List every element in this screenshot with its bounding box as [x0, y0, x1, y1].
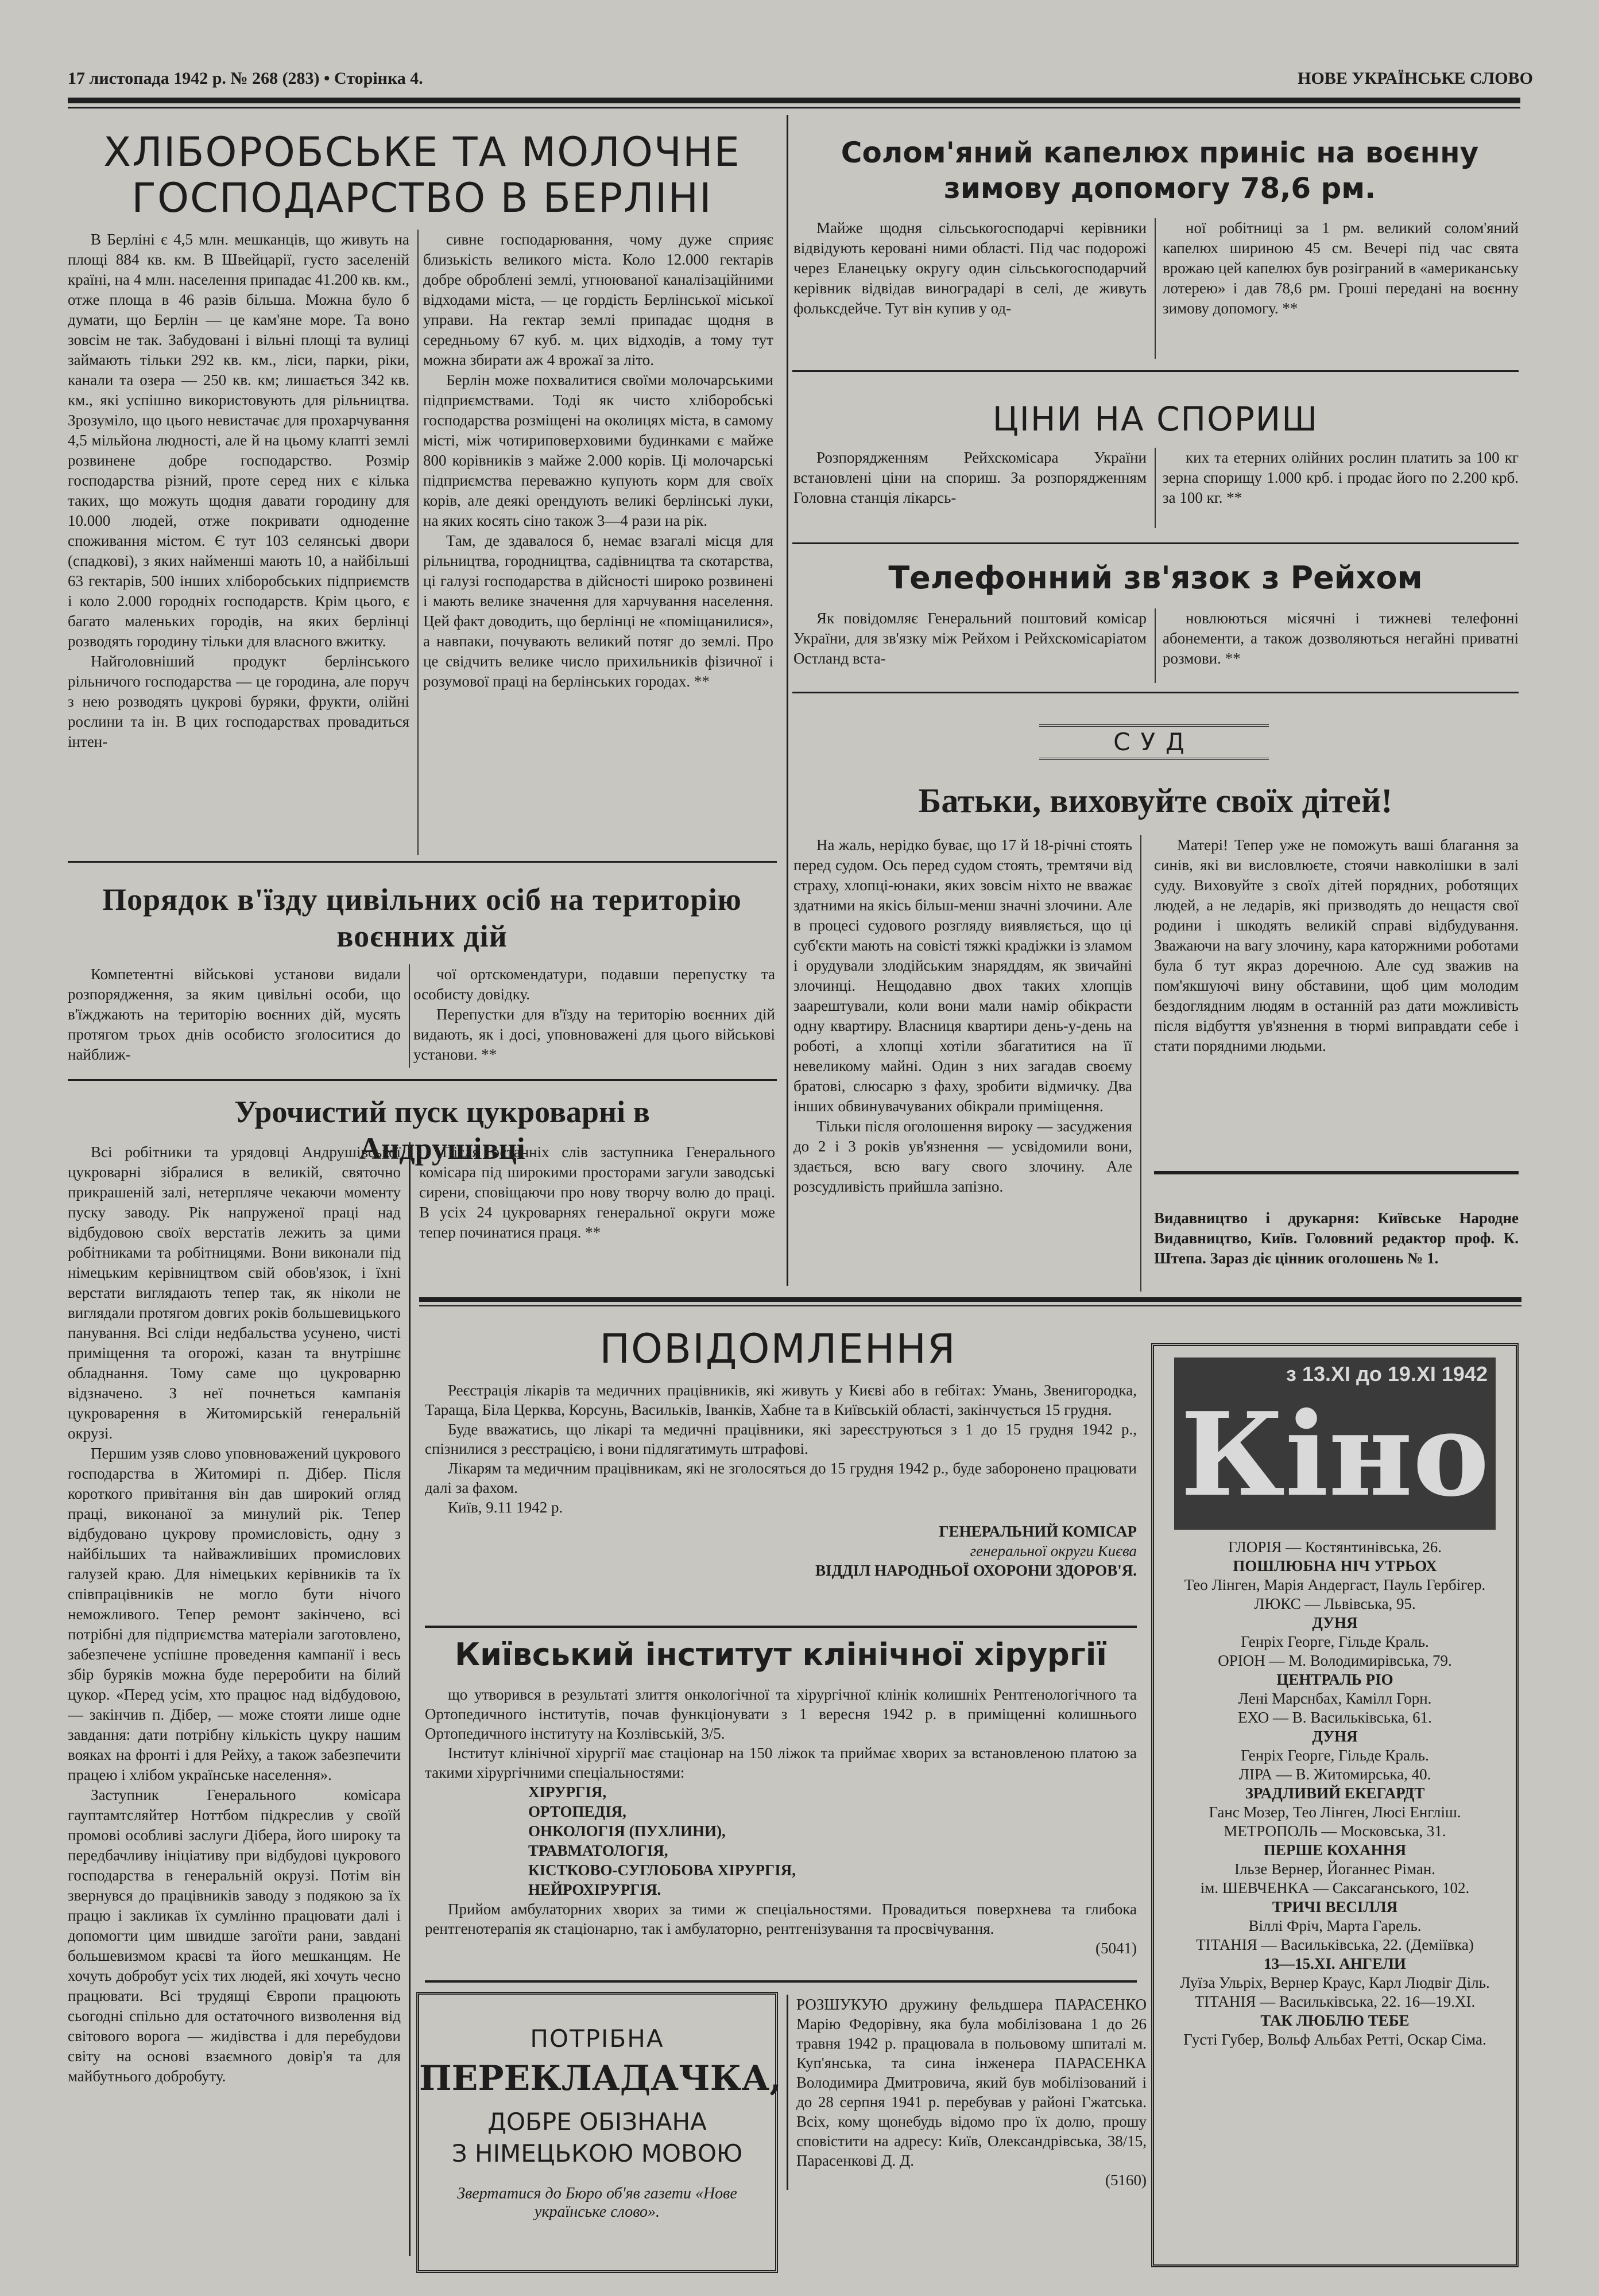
issue-date-page: 17 листопада 1942 р. № 268 (283) • Сторінка 4.	[68, 69, 423, 88]
masthead-name: НОВЕ УКРАЇНСЬКЕ СЛОВО	[1298, 69, 1533, 88]
institute-paragraph: що утворився в результаті злиття онкологічної та хірургічної клінік колишніх Рентгенологічного та Ортопедичного інститутів, почав функціонувати з 1 вересня 1942 р. в приміщенні колишнього Ортопедичного інституту на Козлівській, 3/5.	[425, 1686, 1137, 1742]
specialty-item: ХІРУРГІЯ,	[528, 1783, 607, 1801]
phone-column-1	[793, 608, 1156, 683]
cinema-venue: ЕХО — В. Васильківська, 61.	[1238, 1709, 1432, 1726]
cinema-listings	[1154, 1538, 1516, 2049]
cinema-cast: Ільзе Вернер, Йоганнес Ріман.	[1234, 1860, 1436, 1878]
berlin-paragraph: Найголовніший продукт берлінського рільничого господарства — це городина, але поруч з нею розводять цукрові буряки, фрукти, олійні рослини та ін. В цих господарствах провадиться інтен-	[68, 653, 409, 750]
prices-paragraph: Розпорядженням Рейхскомісара України встановлені ціни на спориш. За розпорядженням Головна станція лікарсь-	[793, 449, 1147, 506]
cinema-venue: МЕТРОПОЛЬ — Московська, 31.	[1224, 1822, 1446, 1840]
order-column-2	[413, 964, 775, 1068]
order-paragraph: чої ортскомендатури, подавши перепустку та особисту довідку.	[413, 965, 775, 1003]
berlin-paragraph: Там, де здавалося б, немає взагалі місця для рільництва, городництва, садівництва та скотарства, ці галузі господарства в дійсності широко розвинені і мають велике значення для харчування населення. Цей факт доводить, що берлінці не «поміщанилися», а навпаки, почувають великий потяг до землі. Про це свідчить велике число прихильників фізичної і розумової праці на берлінських городах. **	[423, 532, 773, 690]
straw-headline: Солом'яний капелюх приніс на воєнну зимову допомогу 78,6 рм.	[841, 136, 1479, 205]
court-paragraph: Матері! Тепер уже не поможуть ваші благання за синів, які ви висловлюєте, стоячи навколішки в залі суду. Виховуйте з своїх дітей порядних, роботящих людей, а не ледарів, які призводять до нещастя свої родини і шкодять великій справі відбудування. Зважаючи на вагу злочину, кара каторжними роботами була б тут якраз доречною. Але суд зважив на пом'якшуючі вину обставини, щоб цим молодим бездоглядним людям в останній раз дати можливість після відбуття ув'язнення в тюрмі виправдати себе і стати порядними людьми.	[1154, 836, 1519, 1054]
header-rule-thin	[68, 107, 1520, 108]
notice-sig-line1: ГЕНЕРАЛЬНИЙ КОМІСАР	[939, 1523, 1137, 1540]
cinema-film-title: ЦЕНТРАЛЬ РІО	[1276, 1671, 1393, 1688]
translator-line2: ПЕРЕКЛАДАЧКА,	[419, 2058, 782, 2099]
straw-column-1	[793, 218, 1156, 359]
phone-end-rule	[792, 692, 1519, 693]
lower-section-rule	[419, 1297, 1521, 1302]
prices-paragraph: ких та етерних олійних рослин платить за 100 кг зерна спорищу 1.000 крб. і продає його по 2.200 крб. за 100 кг. **	[1163, 449, 1519, 506]
lower-section-rule-thin	[419, 1305, 1521, 1306]
cinema-box	[1151, 1343, 1519, 2267]
court-column-2	[1154, 835, 1519, 1157]
order-headline-line1: Порядок в'їзду цивільних осіб на територію	[102, 882, 742, 917]
translator-line1: ПОТРІБНА	[530, 2024, 664, 2053]
court-headline: Батьки, виховуйте своїх дітей!	[918, 782, 1393, 820]
cinema-venue: ЛЮКС — Львівська, 95.	[1254, 1595, 1416, 1612]
sugar-paragraph: Заступник Генерального комісара гауптамтсляйтер Ноттбом підкреслив у своїй промові особливі заслуги Дібера, його широку та передбачливу ініціативу при відбудові цукрового господарства в генеральній окрузі. Потім він звернувся до працівників заводу з подякою за їх працю і закликав їх сумлінно працювати далі і допомогти цим швидше загоїти рани, завдані большевизмом краєві та його мешканцям. Не хочуть добробут усіх тих людей, які хочуть чесно працювати. Всі трудящі Європи працюють сьогодні спільно для остаточного визволення від світового ворога — жидівства і для перебудови світу на основі взаємного довір'я та для майбутнього добробуту.	[68, 1786, 401, 2085]
institute-body	[425, 1685, 1137, 1958]
cinema-venue: ЛІРА — В. Житомирська, 40.	[1238, 1766, 1431, 1783]
order-headline	[57, 881, 787, 955]
notice-paragraph: Лікарям та медичним працівникам, які не зголосяться до 15 грудня 1942 р., буде заборонено працювати далі за фахом.	[425, 1460, 1137, 1496]
order-paragraph: Перепустки для в'їзду на територію воєнних дій видають, як і досі, уповноважені для цього військові установи. **	[413, 1006, 775, 1063]
cinema-title: Кіно	[1180, 1387, 1489, 1522]
straw-paragraph: Майже щодня сільськогосподарчі керівники відвідують керовані ними області. Під час подорожі через Еланецьку округу один сільськогосподарчий керівник відвідав виноградарі в селі, де живуть фольксдейче. Тут він купив у од-	[793, 219, 1147, 317]
cinema-cast: Ганс Мозер, Тео Лінген, Люсі Енгліш.	[1209, 1804, 1461, 1821]
institute-paragraph: Інститут клінічної хірургії має стаціонар на 150 ліжок та приймає хворих за встановленою платою за такими хірургічними спеціальностями:	[425, 1744, 1137, 1781]
court-paragraph: Тільки після оголошення вироку — засуджения до 2 і 3 років ув'язнення — усвідомили вони, здається, всю вагу свого злочину. Але розсудливість прийшла запізно.	[793, 1118, 1132, 1195]
cinema-venue: ОРІОН — М. Володимирівська, 79.	[1218, 1652, 1452, 1669]
specialty-item: ОРТОПЕДІЯ,	[528, 1803, 626, 1820]
sugar-column-1	[68, 1142, 411, 2256]
berlin-headline-line2: ГОСПОДАРСТВО В БЕРЛІНІ	[131, 174, 713, 222]
cinema-venue: ТІТАНІЯ — Васильківська, 22. 16—19.XI.	[1194, 1993, 1476, 2010]
cinema-cast: Луїза Ульріх, Вернер Краус, Карл Людвіг Діль.	[1180, 1974, 1490, 1991]
straw-paragraph: ної робітниці за 1 рм. великий солом'яний капелюх шириною 45 см. Вечері під час свята врожаю цей капелюх був розіграний в «американську лотерею» і дав 78,6 рм. Гроші передані на воєнну зимову допомогу. **	[1163, 219, 1519, 317]
prices-end-rule	[792, 542, 1519, 544]
translator-line4: З НІМЕЦЬКОЮ МОВОЮ	[451, 2139, 743, 2167]
notice-date: Київ, 9.11 1942 р.	[448, 1499, 563, 1516]
search-ad	[787, 1995, 1147, 2190]
notice-sig-line2: генеральної округи Києва	[970, 1542, 1137, 1560]
court-end-rule	[1154, 1171, 1519, 1174]
cinema-film-title: 13—15.XI. АНГЕЛИ	[1264, 1955, 1406, 1972]
court-column-1	[793, 835, 1141, 1292]
institute-headline: Київський інститут клінічної хірургії	[455, 1636, 1107, 1673]
cinema-film-title: ДУНЯ	[1312, 1614, 1358, 1631]
sugar-paragraph: Першим узяв слово уповноважений цукрового господарства в Житомирі п. Дібер. Після короткого привітання він дав широкий огляд праці, виконаної за минулий рік. Тепер відбудовано цукрову промисловість, одну з найбільших та найважливіших промислових галузей краю. Для німецьких керівників та їх співпрацівників не могло бути нічого неможливого. Тепер ремонт закінчено, всі потрібні для підприємства матеріали заготовлено, забезпечене успішне проведення кампанії і весь збір буряків можна буде переробити на білий цукор. «Перед усім, хто працює над відбудовою, — закінчив п. Дібер, — може стояти лише одне завдання: дати потрібну кількість цукру нашим вояках на фронті і для Рейху, а також забезпечити працею і хлібом українське населення».	[68, 1445, 401, 1783]
prices-column-2	[1163, 448, 1519, 528]
sugar-paragraph: Всі робітники та урядовці Андрушівської цукроварні зібралися в великій, святочно прикрашеній залі, нетерпляче чекаючи моменту пуску заводу. Рік напруженої праці над відбудовою своїх верстатів лежить за цими робітниками та робітницями. Вони виконали під німецьким керівництвом свій обов'язок, і їхні верстати виглядають тепер так, як ніколи не виглядали протягом довгих років большевицького панування. Всі сліди недбальства усунено, чисті приміщення та огорожі, казан та внутрішнє обладнання. Тому саме що цукроварню відзначено. З неї почнеться кампанія цукроварення в Житомирській генеральній окрузі.	[68, 1143, 401, 1442]
straw-end-rule	[792, 370, 1519, 372]
cinema-cast: Генріх Георге, Гільде Краль.	[1241, 1633, 1429, 1650]
cinema-venue: ім. ШЕВЧЕНКА — Саксаганського, 102.	[1200, 1879, 1470, 1896]
cinema-banner	[1174, 1358, 1496, 1530]
cinema-film-title: ТРИЧІ ВЕСІЛЛЯ	[1272, 1898, 1398, 1915]
cinema-film-title: ЗРАДЛИВИЙ ЕКЕГАРДТ	[1245, 1785, 1425, 1802]
order-paragraph: Компетентні військові установи видали розпорядження, за яким цивільні особи, що в'їжджають на територію воєнних дій, мусять протягом трьох днів особисто зголоситися до найближ-	[68, 965, 401, 1063]
sugar-column-2	[419, 1142, 775, 1286]
phone-paragraph: новлюються місячні і тижневі телефонні абонементи, а також дозволяються негайні приватні розмови. **	[1163, 610, 1519, 667]
court-label-box	[1039, 724, 1269, 760]
specialty-item: ОНКОЛОГІЯ (ПУХЛИНИ),	[528, 1822, 726, 1840]
publisher-info	[1154, 1208, 1519, 1269]
cinema-cast: Віллі Фріч, Марта Гарель.	[1248, 1917, 1422, 1934]
berlin-headline	[69, 129, 775, 221]
berlin-paragraph: сивне господарювання, чому дуже сприяє близькість великого міста. Коло 12.000 гектарів добре оброблені землі, угноюваної каналізаційними відходами міста, — це гордість Берлінської міської управи. На гектар землі припадає щодня в середньому 67 куб. м. цих відходів, а тому тут можна збирати аж 4 врожаї за літо.	[423, 231, 773, 369]
header-rule	[68, 98, 1520, 103]
notice-end-rule	[425, 1626, 1137, 1628]
notice-sig-line3: ВІДДІЛ НАРОДНЬОЇ ОХОРОНИ ЗДОРОВ'Я.	[815, 1562, 1137, 1579]
cinema-film-title: ПОШЛЮБНА НІЧ УТРЬОХ	[1233, 1557, 1437, 1574]
cinema-dates: з 13.XI до 19.XI 1942	[1286, 1362, 1488, 1386]
specialty-item: КІСТКОВО-СУГЛОБОВА ХІРУРГІЯ,	[528, 1861, 796, 1879]
berlin-end-rule	[68, 861, 777, 863]
order-headline-line2: воєнних дій	[336, 919, 508, 953]
translator-line5: Звертатися до Бюро об'яв газети «Нове українське слово».	[457, 2185, 737, 2221]
order-end-rule	[68, 1079, 777, 1081]
search-ad-text: РОЗШУКУЮ дружину фельдшера ПАРАСЕНКО Марію Федорівну, яка була мобілізована 1 до 26 травня 1942 р. працювала в польовому шпиталі м. Куп'янська, та сина інженера ПАРАСЕНКА Володимира Дмитровича, який був мобілізований і до 28 серпня 1941 р. перебував у районі Гжатська. Всіх, кому щонебудь відомо про їх долю, прошу сповістити на адресу: Київ, Олександрівська, 38/15, Парасенкові Д. Д.	[796, 1996, 1147, 2169]
order-column-1	[68, 964, 410, 1068]
phone-headline: Телефонний зв'язок з Рейхом	[888, 560, 1423, 596]
prices-column-1	[793, 448, 1156, 528]
cinema-film-title: ТАК ЛЮБЛЮ ТЕБЕ	[1260, 2012, 1410, 2029]
institute-specialties	[528, 1782, 1137, 1899]
institute-code: (5041)	[1095, 1940, 1137, 1957]
translator-ad	[416, 1992, 782, 2273]
berlin-paragraph: Берлін може похвалитися своїми молочарськими підприємствами. Тоді як чисто хліборобські господарства розміщені на околицях міста, в самому місті, між чотириповерховими будинками є майже 800 корівників з майже 2.000 корів. Ці молочарські підприємства переважно купують корм для своїх корів, але деякі орендують великі берлінські луки, на яких косять сіно також 3—4 рази на рік.	[423, 371, 773, 529]
berlin-column-2	[423, 230, 773, 855]
sugar-paragraph: Після останніх слів заступника Генерального комісара під широкими просторами загули заводські сирени, сповіщаючи про нову творчу волю до праці. В усіх 24 цукроварнях генеральної округи може тепер починатися праця. **	[419, 1143, 775, 1241]
court-label: СУД	[1113, 728, 1195, 756]
institute-paragraph: Прийом амбулаторних хворих за тими ж спеціальностями. Провадиться поверхнева та глибока рентгенотерапія як стаціонарно, так і амбулаторно, рентгенізування та просвічування.	[425, 1901, 1137, 1937]
phone-column-2	[1163, 608, 1519, 683]
notice-headline: ПОВІДОМЛЕННЯ	[599, 1325, 957, 1372]
publisher-text: Видавництво і друкарня: Київське Народне Видавництво, Київ. Головний редактор проф. К. Штепа. Зараз діє цінник оголошень № 1.	[1154, 1209, 1519, 1267]
sugar-headline: Урочистий пуск цукроварні в Андрушівці	[234, 1095, 650, 1166]
prices-headline: ЦІНИ НА СПОРИШ	[992, 400, 1319, 439]
notice-body	[425, 1380, 1137, 1580]
cinema-cast: Генріх Георге, Гільде Краль.	[1241, 1747, 1429, 1764]
cinema-venue: ГЛОРІЯ — Костянтинівська, 26.	[1228, 1538, 1442, 1556]
court-paragraph: На жаль, нерідко буває, що 17 й 18-річні стоять перед судом. Ось перед судом стоять, тремтячи від страху, хлопці-юнаки, яких зовсім ніхто не вважає здатними на якісь більш-менш значні злочини. Але в процесі судового розгляду виявляється, що ці суб'єкти мають на совісті тяжкі крадіжки із зламом і орудували злодійським знаряддям, як звичайні злочинці. Нещодавно двох таких хлопців заарештували, коли вони мали намір обікрасти одну квартиру. Власниця квартири день-у-день на роботі, а хлопці хотіли збагатитися на її невеликому майні. Один з них загадав своєму братові, слюсарю з фаху, зробити відмичку. Два інших обвинувачуваних обікрали приміщення.	[793, 836, 1132, 1115]
berlin-headline-line1: ХЛІБОРОБСЬКЕ ТА МОЛОЧНЕ	[103, 129, 741, 176]
cinema-cast: Лені Марснбах, Камілл Горн.	[1238, 1690, 1432, 1707]
search-ad-code: (5160)	[1105, 2171, 1147, 2189]
specialty-item: ТРАВМАТОЛОГІЯ,	[528, 1842, 668, 1859]
notice-signature	[425, 1522, 1137, 1580]
notice-paragraph: Буде вважатись, що лікарі та медичні працівники, які зареєструються з 1 до 15 грудня 1942 р., спізнилися з реєстрацією, і вони підлягатимуть штрафові.	[425, 1421, 1137, 1457]
cinema-venue: ТІТАНІЯ — Васильківська, 22. (Деміївка)	[1196, 1936, 1474, 1953]
berlin-paragraph: В Берліні є 4,5 млн. мешканців, що живуть на площі 884 кв. км. В Швейцарії, густо заселеній країні, на 4 млн. населення припадає 41.200 кв. км., отже площа в 46 разів більша. Можна було б думати, що Берлін — це кам'яне море. Та воно зовсім не так. Забудовані і вільні площі та вулиці займають тільки 292 кв. км., ліси, парки, ріки, канали та озера — 250 кв. км; лишається 342 кв. км., які успішно використовують для рільництва. Зрозуміло, що цього невистачає для прохарчування 4,5 мільйона людності, але й на цьому клапті землі розвинене добре господарство. Розмір господарства різний, проте серед них є кілька таких, що можуть щодня давати городину для 10.000 людей, отже покривати одноденне споживання містом. Є тут 103 селянські двори (спадкові), з яких найменші мають 10, а найбільші 63 гектарів, 500 інших хліборобських підприємств і коло 2.000 городніх господарств. Крім цього, є багато маленьких городів, на яких берлінці розводять городину тільки для власного вжитку.	[68, 231, 409, 650]
cinema-film-title: ДУНЯ	[1312, 1728, 1358, 1745]
cinema-cast: Густі Губер, Вольф Альбах Ретті, Оскар Сіма.	[1183, 2031, 1486, 2048]
notice-paragraph: Реєстрація лікарів та медичних працівників, які живуть у Києві або в гебітах: Умань, Звенигородка, Тараща, Біла Церква, Корсунь, Васильків, Іванків, Хабне та в Київській області, закінчується 15 грудня.	[425, 1382, 1137, 1418]
straw-column-2	[1163, 218, 1519, 359]
specialty-item: НЕЙРОХІРУРГІЯ.	[528, 1881, 661, 1898]
berlin-column-1	[68, 230, 419, 855]
phone-paragraph: Як повідомляє Генеральний поштовий комісар України, для зв'язку між Рейхом і Рейхскомісаріатом Остланд вста-	[793, 610, 1147, 667]
cinema-cast: Тео Лінген, Марія Андергаст, Пауль Гербігер.	[1184, 1576, 1486, 1593]
column-divider	[787, 115, 788, 1286]
cinema-film-title: ПЕРШЕ КОХАННЯ	[1263, 1841, 1407, 1859]
institute-end-rule	[425, 1980, 1137, 1983]
translator-line3: ДОБРЕ ОБІЗНАНА	[487, 2108, 707, 2136]
